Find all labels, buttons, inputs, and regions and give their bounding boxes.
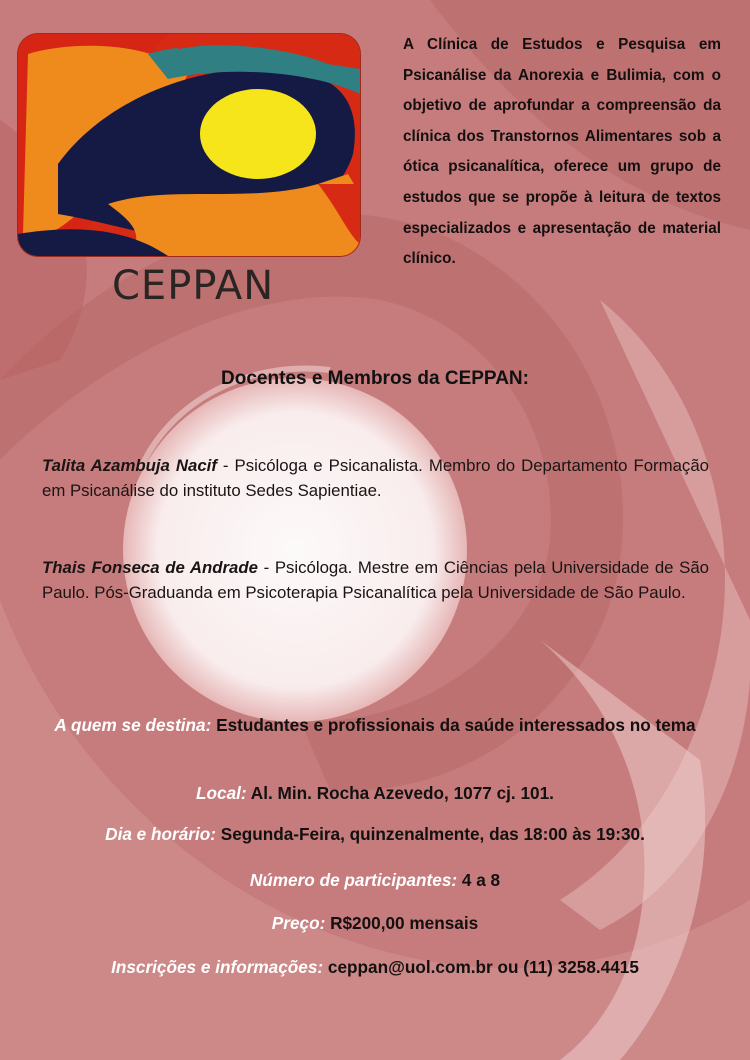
- info-participants: [30, 869, 720, 891]
- member-entry: [42, 556, 709, 605]
- member-entry: [42, 454, 709, 503]
- info-label: Preço:: [271, 913, 326, 933]
- info-label: A quem se destina:: [54, 715, 212, 735]
- info-location: [30, 782, 720, 804]
- info-label: Inscrições e informações:: [111, 957, 324, 977]
- info-value: Estudantes e profissionais da saúde interessados no tema: [211, 715, 696, 735]
- brand-name: CEPPAN: [112, 263, 275, 309]
- info-value: Segunda-Feira, quinzenalmente, das 18:00 às 19:30.: [215, 824, 645, 844]
- info-value: R$200,00 mensais: [325, 913, 479, 933]
- member-name: Talita Azambuja Nacif: [42, 456, 217, 475]
- ceppan-logo-image: [18, 34, 360, 256]
- info-label: Local:: [196, 783, 247, 803]
- info-audience: [30, 714, 720, 736]
- member-name: Thais Fonseca de Andrade: [42, 558, 258, 577]
- members-heading: Docentes e Membros da CEPPAN:: [221, 368, 529, 389]
- info-price: [30, 912, 720, 934]
- info-contact: [30, 956, 720, 978]
- info-value: Al. Min. Rocha Azevedo, 1077 cj. 101.: [246, 783, 554, 803]
- intro-paragraph: A Clínica de Estudos e Pesquisa em Psicanálise da Anorexia e Bulimia, com o objetivo de aprofundar a compreensão da clínica dos Transtornos Alimentares sob a ótica psicanalítica, oferece um grupo de estudos que se propõe à leitura de textos especializados e apresentação de material clínico.: [403, 36, 721, 268]
- contact-value[interactable]: ceppan@uol.com.br ou (11) 3258.4415: [323, 957, 639, 977]
- info-label: Número de participantes:: [249, 870, 458, 890]
- member-description: - Psicóloga e Psicanalista. Membro do Departamento Formação em Psicanálise do instituto Sedes Sapientiae.: [42, 456, 709, 500]
- info-schedule: [30, 823, 720, 845]
- member-description: - Psicóloga. Mestre em Ciências pela Universidade de São Paulo. Pós-Graduanda em Psicoterapia Psicanalítica pela Universidade de São Paulo.: [42, 558, 709, 602]
- info-label: Dia e horário:: [105, 824, 216, 844]
- info-value: 4 a 8: [457, 870, 501, 890]
- abstract-painting-icon: [18, 34, 360, 256]
